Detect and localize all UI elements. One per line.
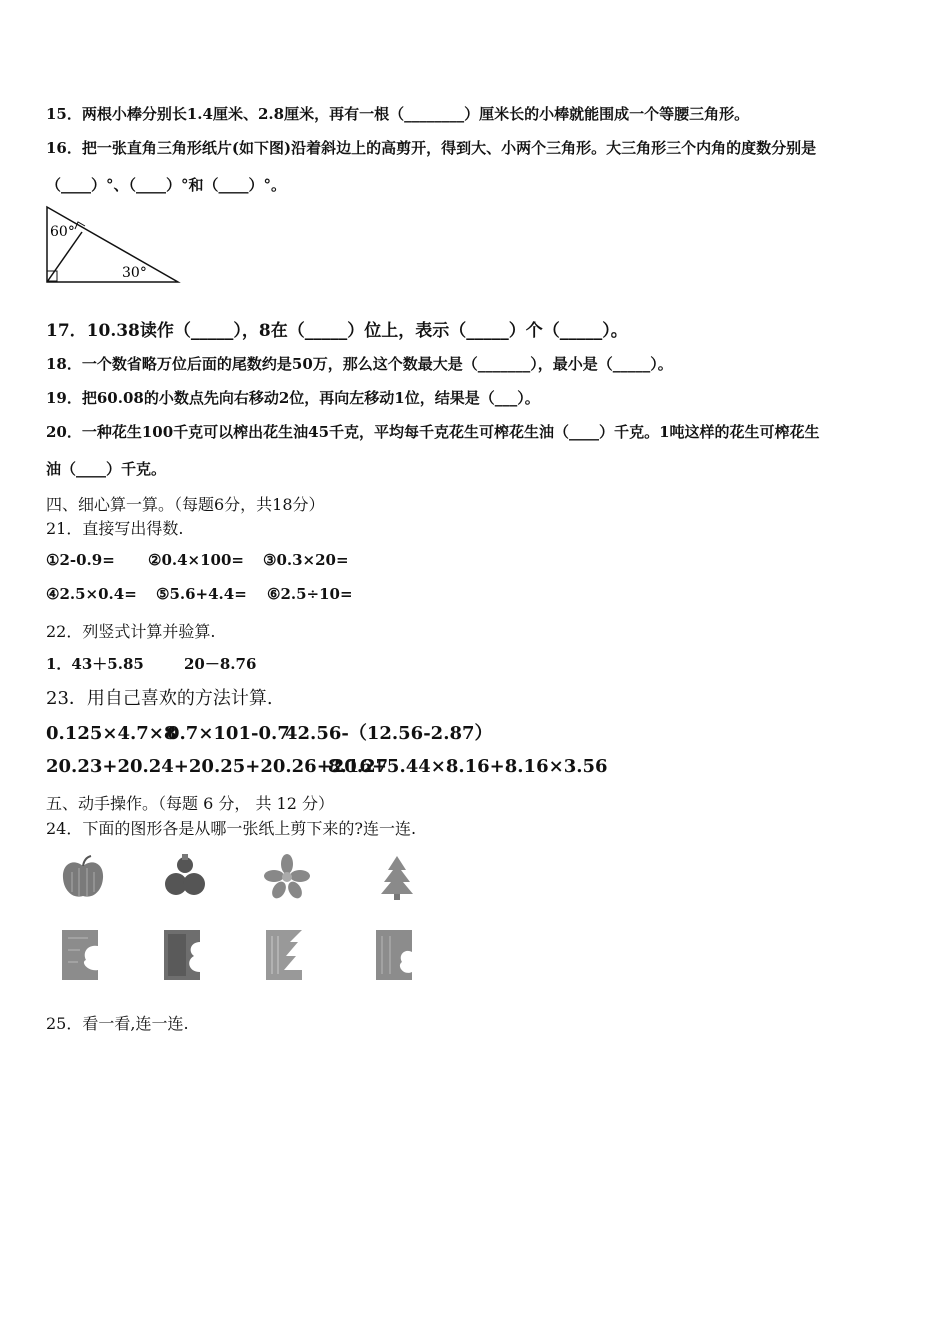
question-21: 21．直接写出得数. bbox=[46, 519, 184, 538]
question-23-row1 bbox=[46, 719, 493, 745]
question-21-row1 bbox=[46, 551, 349, 569]
question-17: 17．10.38读作（_____），8在（_____）位上，表示（_____）个（_____）。 bbox=[46, 321, 628, 341]
question-23-row2 bbox=[46, 756, 608, 777]
question-23: 23．用自己喜欢的方法计算. bbox=[46, 688, 273, 709]
question-22: 22．列竖式计算并验算. bbox=[46, 622, 216, 641]
q21-item-1: ①2-0.9= bbox=[46, 551, 115, 569]
q23-item-4: 20.23+20.24+20.25+20.26+20.27 bbox=[46, 756, 389, 777]
section-5-heading: 五、动手操作。（每题 6 分， 共 12 分） bbox=[46, 794, 334, 813]
question-18: 18．一个数省略万位后面的尾数约是50万，那么这个数最大是（_______），最小是（_____）。 bbox=[46, 355, 673, 373]
question-20-line2: 油（____）千克。 bbox=[46, 460, 167, 478]
paper-tree-cut bbox=[262, 926, 308, 984]
q21-item-6: ⑥2.5÷10= bbox=[267, 585, 353, 603]
question-24: 24．下面的图形各是从哪一张纸上剪下来的?连一连. bbox=[46, 819, 417, 838]
q21-item-4: ④2.5×0.4= bbox=[46, 585, 137, 603]
q23-item-1: 0.125×4.7×8 bbox=[46, 723, 177, 744]
paper-gourd-cut bbox=[160, 926, 206, 984]
q23-item-5: 8.16+5.44×8.16+8.16×3.56 bbox=[328, 756, 608, 777]
flower-shape bbox=[262, 852, 312, 902]
q21-item-3: ③0.3×20= bbox=[263, 551, 349, 569]
paper-apple-cut bbox=[58, 926, 104, 984]
question-25: 25．看一看,连一连. bbox=[46, 1014, 189, 1033]
angle-60-label: 60° bbox=[50, 224, 75, 240]
question-16-line2: （____）°、（____）°和（____）°。 bbox=[46, 176, 287, 194]
question-22-items bbox=[46, 653, 256, 674]
question-21-row2 bbox=[46, 585, 353, 603]
apple-shape bbox=[58, 852, 108, 902]
question-16-line1: 16．把一张直角三角形纸片(如下图)沿着斜边上的高剪开，得到大、小两个三角形。大三角形三个内角的度数分别是 bbox=[46, 139, 817, 157]
question-20-line1: 20．一种花生100千克可以榨出花生油45千克，平均每千克花生可榨花生油（____）千克。1吨这样的花生可榨花生 bbox=[46, 423, 820, 441]
q23-item-2: 0.7×101-0.7 bbox=[167, 723, 290, 744]
section-4-heading: 四、细心算一算。（每题6分，共18分） bbox=[46, 495, 325, 514]
q21-item-5: ⑤5.6+4.4= bbox=[156, 585, 247, 603]
paper-flower-cut bbox=[372, 926, 418, 984]
tree-shape bbox=[372, 852, 422, 902]
right-triangle-figure bbox=[44, 204, 184, 286]
q22-item-1: 1．43＋5.85 bbox=[46, 655, 144, 673]
q23-item-3: 42.56-（12.56-2.87） bbox=[285, 723, 493, 744]
question-15: 15．两根小棒分别长1.4厘米、2.8厘米，再有一根（________）厘米长的小棒就能围成一个等腰三角形。 bbox=[46, 105, 750, 123]
angle-30-label: 30° bbox=[122, 265, 147, 281]
question-19: 19．把60.08的小数点先向右移动2位，再向左移动1位，结果是（___）。 bbox=[46, 389, 540, 407]
q22-item-2: 20－8.76 bbox=[184, 655, 257, 673]
gourd-shape bbox=[160, 852, 210, 902]
q21-item-2: ②0.4×100= bbox=[148, 551, 244, 569]
